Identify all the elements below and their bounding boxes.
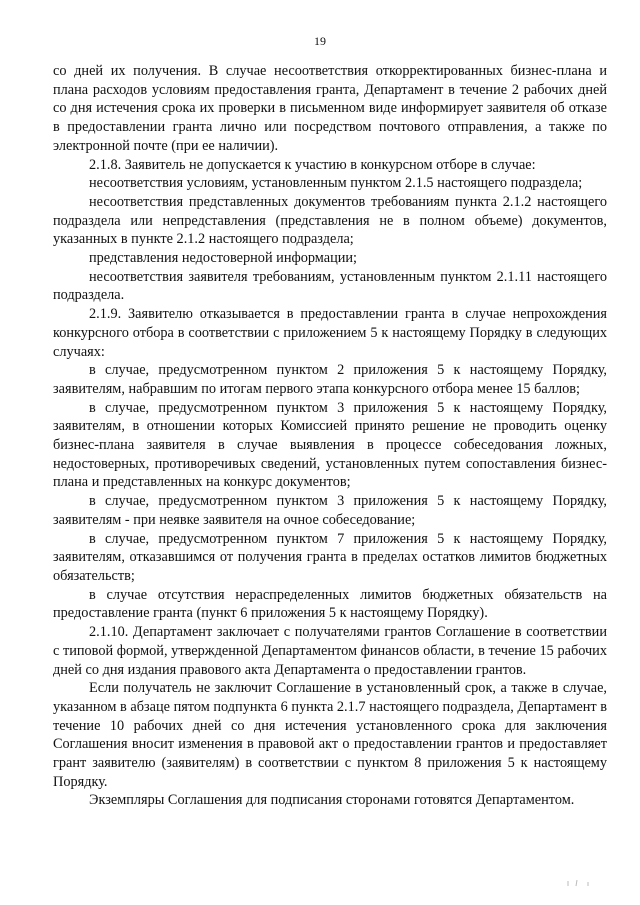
paragraph-false-information: представления недостоверной информации; xyxy=(89,250,358,267)
paragraph-agreement-copies: Экземпляры Соглашения для подписания сторонами готовятся Департаментом. xyxy=(89,792,575,809)
paragraph-2-1-8: 2.1.8. Заявитель не допускается к участию в конкурсном отборе в случае: xyxy=(89,156,536,173)
paragraph-documents-mismatch: несоответствия представленных документов требованиям пункта 2.1.2 настоящего подраздела или непредставления (представления не в полном объеме) документов, указанных в пункте 2.1.2 настоящего подраздела; xyxy=(53,193,607,248)
document-body xyxy=(53,62,607,810)
paragraph-2-1-9: 2.1.9. Заявителю отказывается в предоставлении гранта в случае непрохождения конкурсного отбора в соответствии с приложением 5 к настоящему Порядку в следующих случаях: xyxy=(53,306,607,360)
paragraph-case-no-limits: в случае отсутствия нераспределенных лимитов бюджетных обязательств на предоставление гранта (пункт 6 приложения 5 к настоящему Порядку). xyxy=(53,586,607,622)
paragraph-condition-mismatch: несоответствия условиям, установленным пунктом 2.1.5 настоящего подраздела; xyxy=(89,175,583,192)
paragraph-case-point-7: в случае, предусмотренном пунктом 7 приложения 5 к настоящему Порядку, заявителям, отказавшимся от получения гранта в пределах остатков лимитов бюджетных обязательств; xyxy=(53,530,607,584)
paragraph-agreement-not-signed: Если получатель не заключит Соглашение в установленный срок, а также в случае, указанном в абзаце пятом подпункта 6 пункта 2.1.7 настоящего подраздела, Департамент в течение 10 рабочих дней со дня истечения установленного срока для заключения Соглашения вносит изменения в правовой акт о предоставлении грантов и предоставляет грант заявителю (заявителям) в соответствии с пунктом 8 приложения 5 к настоящему Порядку. xyxy=(53,680,607,790)
paragraph-continuation: со дней их получения. В случае несоответствия откорректированных бизнес-плана и плана расходов условиям предоставления гранта, Департамент в течение 2 рабочих дней со дня истечения срока их проверки в письменном виде информирует заявителя об отказе в предоставлении гранта лично или посредством почтового отправления, а также по электронной почте (при ее наличии). xyxy=(53,63,607,154)
paragraph-2-1-10: 2.1.10. Департамент заключает с получателями грантов Соглашение в соответствии с типовой формой, утвержденной Департаментом финансов области, в течение 15 рабочих дней со дня издания правового акта Департамента о предоставлении грантов. xyxy=(53,624,607,678)
paragraph-applicant-mismatch: несоответствия заявителя требованиям, установленным пунктом 2.1.11 настоящего подраздела. xyxy=(53,268,607,304)
page-number: 19 xyxy=(314,34,326,48)
paragraph-case-point-2: в случае, предусмотренном пунктом 2 приложения 5 к настоящему Порядку, заявителям, набравшим по итогам первого этапа конкурсного отбора менее 15 баллов; xyxy=(53,362,607,397)
paragraph-case-point-3-evaluation: в случае, предусмотренном пунктом 3 приложения 5 к настоящему Порядку, заявителям, в отношении которых Комиссией принято решение не проводить оценку бизнес-плана заявителя в случае выявления в процессе собеседования ложных, недостоверных, противоречивых сведений, установленных путем сопоставления бизнес-плана и представленных на конкурс документов; xyxy=(53,399,607,491)
paragraph-case-point-3-absence: в случае, предусмотренном пунктом 3 приложения 5 к настоящему Порядку, заявителям - при неявке заявителя на очное собеседование; xyxy=(53,493,607,528)
scan-mark xyxy=(566,878,594,888)
